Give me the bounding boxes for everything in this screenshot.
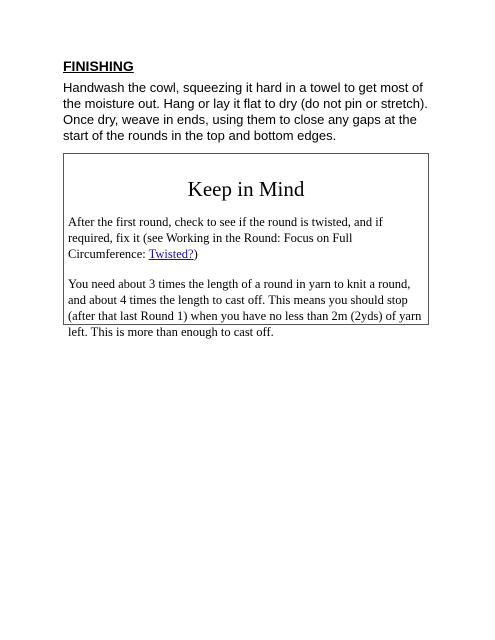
keep-in-mind-box: [63, 153, 429, 339]
finishing-heading: FINISHING: [63, 58, 134, 74]
twisted-link[interactable]: Twisted?: [148, 247, 194, 261]
yarn-note-paragraph: You need about 3 times the length of a round in yarn to knit a round, and about 4 times the length to cast off. This means you should stop (after that last Round 1) when you have no less than 2m (2yds) of yarn left. This is more than enough to cast off.: [68, 277, 422, 339]
keep-in-mind-title: Keep in Mind: [187, 177, 305, 201]
finishing-text: Handwash the cowl, squeezing it hard in a towel to get most of the moisture out. Hang or lay it flat to dry (do not pin or stretch). Once dry, weave in ends, using them to close any gaps at the start of the rounds in the top and bottom edges.: [63, 80, 428, 143]
twisted-note-close: ): [193, 247, 198, 261]
twisted-note-paragraph: [68, 214, 424, 262]
twisted-note-text: After the first round, check to see if the round is twisted, and if required, fix it (see Working in the Round: Focus on Full Circumference:: [68, 215, 383, 261]
